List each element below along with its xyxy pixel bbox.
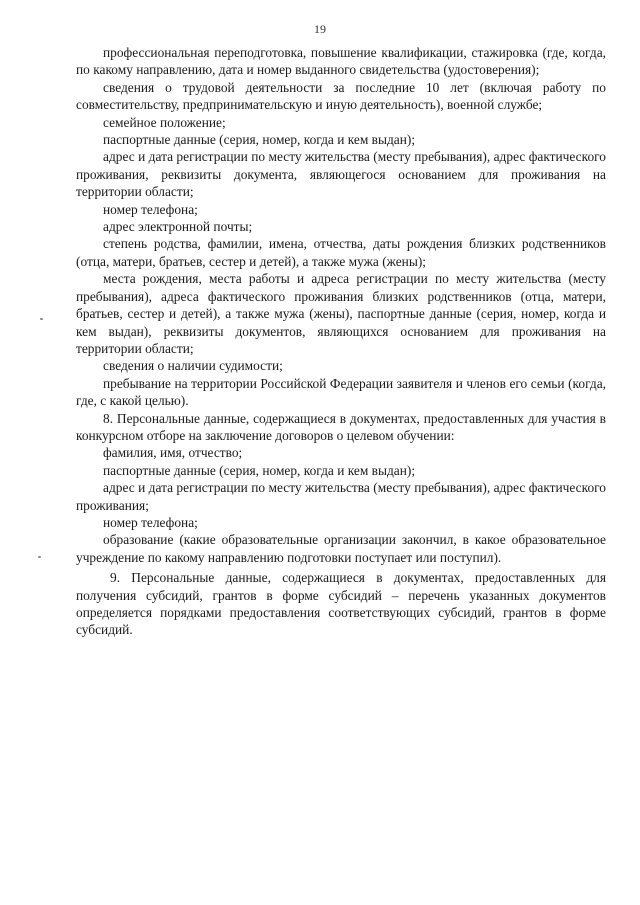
paragraph-passport: паспортные данные (серия, номер, когда и кем выдан); (103, 132, 416, 148)
paragraph-education: образование (какие образовательные организации закончил, в какое образовательное учреждение по какому направлению подготовки поступает или поступил). (76, 532, 606, 565)
paragraph-passport-2: паспортные данные (серия, номер, когда и кем выдан); (103, 462, 416, 478)
paragraph-full-name: фамилия, имя, отчество; (103, 445, 243, 461)
paragraph-employment: сведения о трудовой деятельности за последние 10 лет (включая работу по совместительству, предпринимательскую и иную деятельность), военной службе; (76, 79, 606, 113)
document-body (76, 44, 606, 639)
page-number: 19 (314, 22, 326, 36)
scan-speck (38, 556, 41, 558)
paragraph-email: адрес электронной почты; (103, 219, 253, 235)
paragraph-marital-status: семейное положение; (103, 114, 226, 130)
paragraph-retraining: профессиональная переподготовка, повышение квалификации, стажировка (где, когда, по какому направлению, дата и номер выданного свидетельства (удостоверения); (76, 45, 606, 78)
paragraph-registration-address-2: адрес и дата регистрации по месту жительства (месту пребывания), адрес фактического проживания; (76, 480, 606, 513)
scan-speck (40, 318, 43, 320)
paragraph-relatives: степень родства, фамилии, имена, отчества, даты рождения близких родственников (отца, матери, братьев, сестер и детей), а также мужа (жены); (76, 236, 606, 269)
paragraph-phone: номер телефона; (103, 201, 198, 217)
paragraph-section-9: 9. Персональные данные, содержащиеся в документах, предоставленных для получения субсидий, грантов в форме субсидий – перечень указанных документов определяется порядками предоставления соответствующих субсидий, грантов в форме субсидий. (76, 570, 606, 638)
paragraph-phone-2: номер телефона; (103, 514, 198, 530)
paragraph-relatives-addresses: места рождения, места работы и адреса регистрации по месту жительства (месту пребывания), адреса фактического проживания близких родственников (отца, матери, братьев, сестер и детей), а также мужа (жены), паспортные данные (серия, номер, когда и кем выдан), реквизиты документов, являющихся основанием для проживания на территории области; (76, 271, 606, 356)
paragraph-section-8: 8. Персональные данные, содержащиеся в документах, предоставленных для участия в конкурсном отборе на заключение договоров о целевом обучении: (76, 410, 606, 443)
paragraph-registration-address: адрес и дата регистрации по месту жительства (месту пребывания), адрес фактического проживания, реквизиты документа, являющегося основанием для проживания на территории области; (76, 149, 606, 200)
paragraph-stay: пребывание на территории Российской Федерации заявителя и членов его семьи (когда, где, с какой целью). (76, 375, 606, 409)
paragraph-criminal-record: сведения о наличии судимости; (103, 358, 283, 374)
